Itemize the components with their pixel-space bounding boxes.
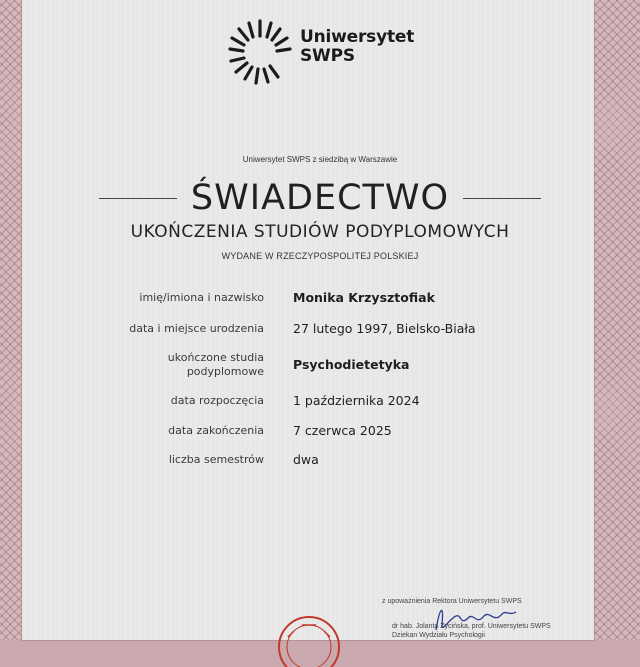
studies-value: Psychodietetyka [293, 357, 410, 372]
signatory-position: Dziekan Wydziału Psychologii [392, 632, 485, 639]
end-value: 7 czerwca 2025 [293, 423, 392, 438]
end-label: data zakończenia [168, 424, 264, 437]
official-stamp-icon [272, 607, 346, 667]
title-rule-right [463, 198, 541, 199]
certificate-subtitle: UKOŃCZENIA STUDIÓW PODYPLOMOWYCH [130, 222, 510, 242]
signatory-name: dr hab. Jolanta Życińska, prof. Uniwersytetu SWPS [392, 623, 551, 630]
semesters-label: liczba semestrów [168, 453, 264, 466]
logo-line-1: Uniwersytet [300, 27, 415, 47]
semesters-value: dwa [293, 452, 319, 467]
university-logo-text [300, 28, 414, 66]
logo-line-2: SWPS [300, 46, 355, 66]
start-label: data rozpoczęcia [170, 394, 264, 407]
issued-in-line: WYDANE W RZECZYPOSPOLITEJ POLSKIEJ [221, 251, 419, 261]
certificate-paper [22, 0, 594, 640]
authorization-line: z upoważnienia Rektora Uniwersytetu SWPS [382, 598, 522, 605]
start-value: 1 października 2024 [293, 393, 420, 408]
birth-value: 27 lutego 1997, Bielsko-Biała [293, 321, 476, 336]
birth-label: data i miejsce urodzenia [129, 322, 264, 335]
title-rule-left [99, 198, 177, 199]
name-value: Monika Krzysztofiak [293, 290, 435, 305]
handwritten-signature [430, 600, 520, 640]
university-seat-line: Uniwersytet SWPS z siedzibą w Warszawie [242, 155, 398, 164]
studies-label-line-1: ukończone studia [167, 351, 264, 364]
swps-sunburst-icon [226, 18, 294, 86]
certificate-title: ŚWIADECTWO [190, 178, 450, 218]
studies-label [168, 351, 264, 379]
name-label: imię/imiona i nazwisko [139, 291, 264, 304]
title-row [0, 172, 640, 224]
studies-label-line-2: podyplomowe [186, 365, 264, 378]
